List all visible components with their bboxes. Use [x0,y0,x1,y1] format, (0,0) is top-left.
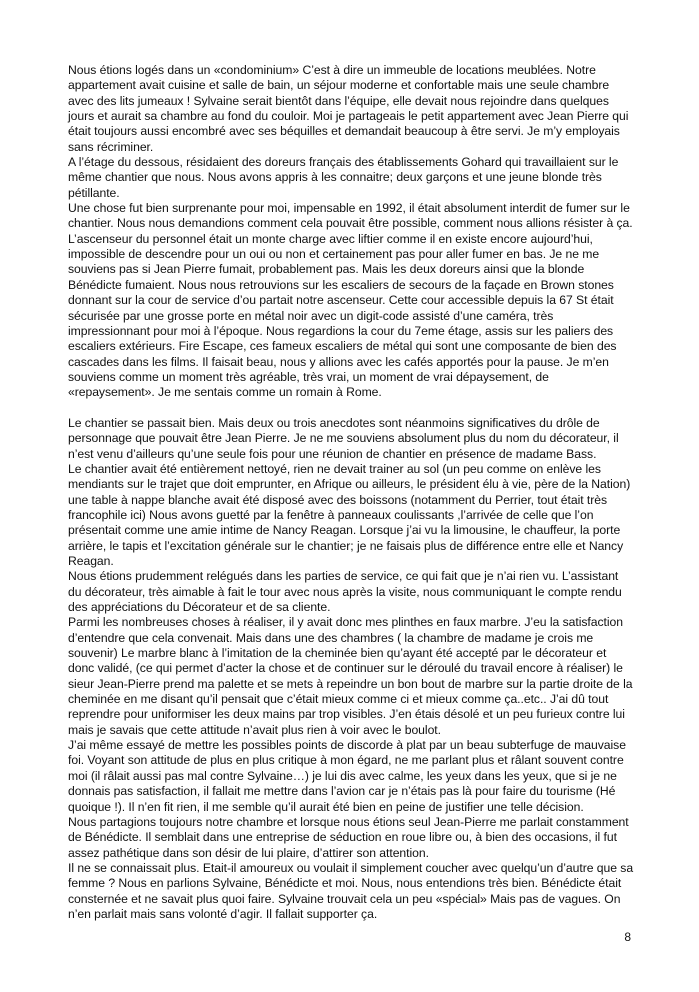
paragraph-fumer: Une chose fut bien surprenante pour moi, impensable en 1992, il était absolument interdit de fumer sur le chantier. Nous nous demandions comment cela pouvait être possible, comment nous allions résister à ça. L’ascenseur du personnel était un monte charge avec liftier comme il en existe encore aujourd’hui, impossible de descendre pour un oui ou non et certainement pas pour aller fumer en bas. Je ne me souviens pas si Jean Pierre fumait, probablement pas. Mais les deux doreurs ainsi que la blonde Bénédicte fumaient. Nous nous retrouvions sur les escaliers de secours de la façade en Brown stones donnant sur la cour de service d’ou partait notre ascenseur. Cette cour accessible depuis la 67 St était sécurisée par une grosse porte en métal noir avec un digit-code assisté d’une caméra, très impressionnant pour moi à l’époque. Nous regardions la cour du 7eme étage, assis sur les paliers des escaliers extérieurs. Fire Escape, ces fameux escaliers de métal qui sont une composante de bien des cascades dans les films. Il faisait beau, nous y allions avec les cafés apportés pour la pause. Je m’en souviens comme un moment très agréable, très vrai, un moment de vrai dépaysement, de «repaysement». Je me sentais comme un romain à Rome. [68,201,633,400]
paragraph-plinthes: Parmi les nombreuses choses à réaliser, il y avait donc mes plinthes en faux marbre. J’eu la satisfaction d’entendre que cela convenait. Mais dans une des chambres ( la chambre de madame je crois me souvenir) Le marbre blanc à l’imitation de la cheminée bien qu’ayant été accepté par le décorateur et donc validé, (ce qui permet d’acter la chose et de continuer sur le déroulé du travail encore à réaliser) le sieur Jean-Pierre prend ma palette et se mets à repeindre un bon bout de marbre sur la partie droite de la cheminée en me disant qu’il pensait que c’était mieux comme ci et mieux comme ça..etc.. J’ai dû tout reprendre pour uniformiser les deux mains par trop visibles. J’en étais désolé et un peu furieux contre lui mais je savais que cette attitude n’avait plus rien à voir avec le boulot. [68,615,633,737]
paragraph-doreurs: A l’étage du dessous, résidaient des doreurs français des établissements Gohard qui travaillaient sur le même chantier que nous. Nous avons appris à les connaitre; deux garçons et une jeune blonde très pétillante. [68,155,619,200]
paragraph-parties-service: Nous étions prudemment relégués dans les parties de service, ce qui fait que je n’ai rien vu. L’assistant du décorateur, très aimable à fait le tour avec nous après la visite, nous communiquant le compte rendu des appréciations du Décorateur et de sa cliente. [68,569,622,615]
paragraph-chantier-nettoye: Le chantier avait été entièrement nettoyé, rien ne devait trainer au sol (un peu comme on enlève les mendiants sur le trajet que doit emprunter, en Afrique ou ailleurs, le président élu à vie, père de la Nation) une table à nappe blanche avait été disposé avec des boissons (notamment du Perrier, tout était très francophile ici) Nous avons guetté par la fenêtre à panneaux coulissants ,l’arrivée de celle que l’on présentait comme une amie intime de Nancy Reagan. Lorsque j’ai vu la limousine, le chauffeur, la porte arrière, le tapis et l’excitation générale sur le chantier; je ne faisais plus de différence entre elle et Nancy Reagan. [68,461,631,568]
paragraph-chantier-anecdotes: Le chantier se passait bien. Mais deux ou trois anecdotes sont néanmoins significatives du drôle de personnage que pouvait être Jean Pierre. Je ne me souviens absolument plus du nom du décorateur, il n’est venu d’ailleurs qu’une seule fois pour une réunion de chantier en présence de madame Bass. [68,415,619,461]
paragraph-condominium: Nous étions logés dans un «condominium» C’est à dire un immeuble de locations meublées. Notre appartement avait cuisine et salle de bain, un séjour moderne et confortable mais une seule chambre avec des lits jumeaux ! Sylvaine serait bientôt dans l’équipe, elle devait nous rejoindre dans quelques jours et aurait sa chambre au fond du couloir. Moi je partageais le petit appartement avec Jean Pierre qui était toujours aussi encombré avec ses béquilles et demandait beaucoup à être servi. Je m’y employais sans récriminer. [68,63,629,154]
paragraph-chambre-partagee: Nous partagions toujours notre chambre et lorsque nous étions seul Jean-Pierre me parlait constamment de Bénédicte. Il semblait dans une entreprise de séduction en roue libre ou, à bien des occasions, il fut assez pathétique dans son désir de lui plaire, d’attirer son attention. [68,814,629,860]
paragraph-discorde: J’ai même essayé de mettre les possibles points de discorde à plat par un beau subterfuge de mauvaise foi. Voyant son attitude de plus en plus critique à mon égard, ne me parlant plus et râlant souvent contre moi (il râlait aussi pas mal contre Sylvaine…) je lui dis avec calme, les yeux dans les yeux, que si je ne donnais pas satisfaction, il fallait me mettre dans l’avion car je n’étais pas là pour faire du tourisme (Hé quoique !). Il n’en fit rien, il me semble qu’il aurait été bien en peine de justifier une telle décision. [68,738,626,814]
paragraph-amoureux: Il ne se connaissait plus. Etait-il amoureux ou voulait il simplement coucher avec quelqu’un d’autre que sa femme ? Nous en parlions Sylvaine, Bénédicte et moi. Nous, nous entendions très bien. Bénédicte était consternée et ne savait plus quoi faire. Sylvaine trouvait cela un peu «spécial» Mais pas de vagues. On n’en parlait mais sans volonté d’agir. Il fallait supporter ça. [68,860,634,921]
page-number: 8 [624,930,631,944]
document-body [68,63,634,922]
